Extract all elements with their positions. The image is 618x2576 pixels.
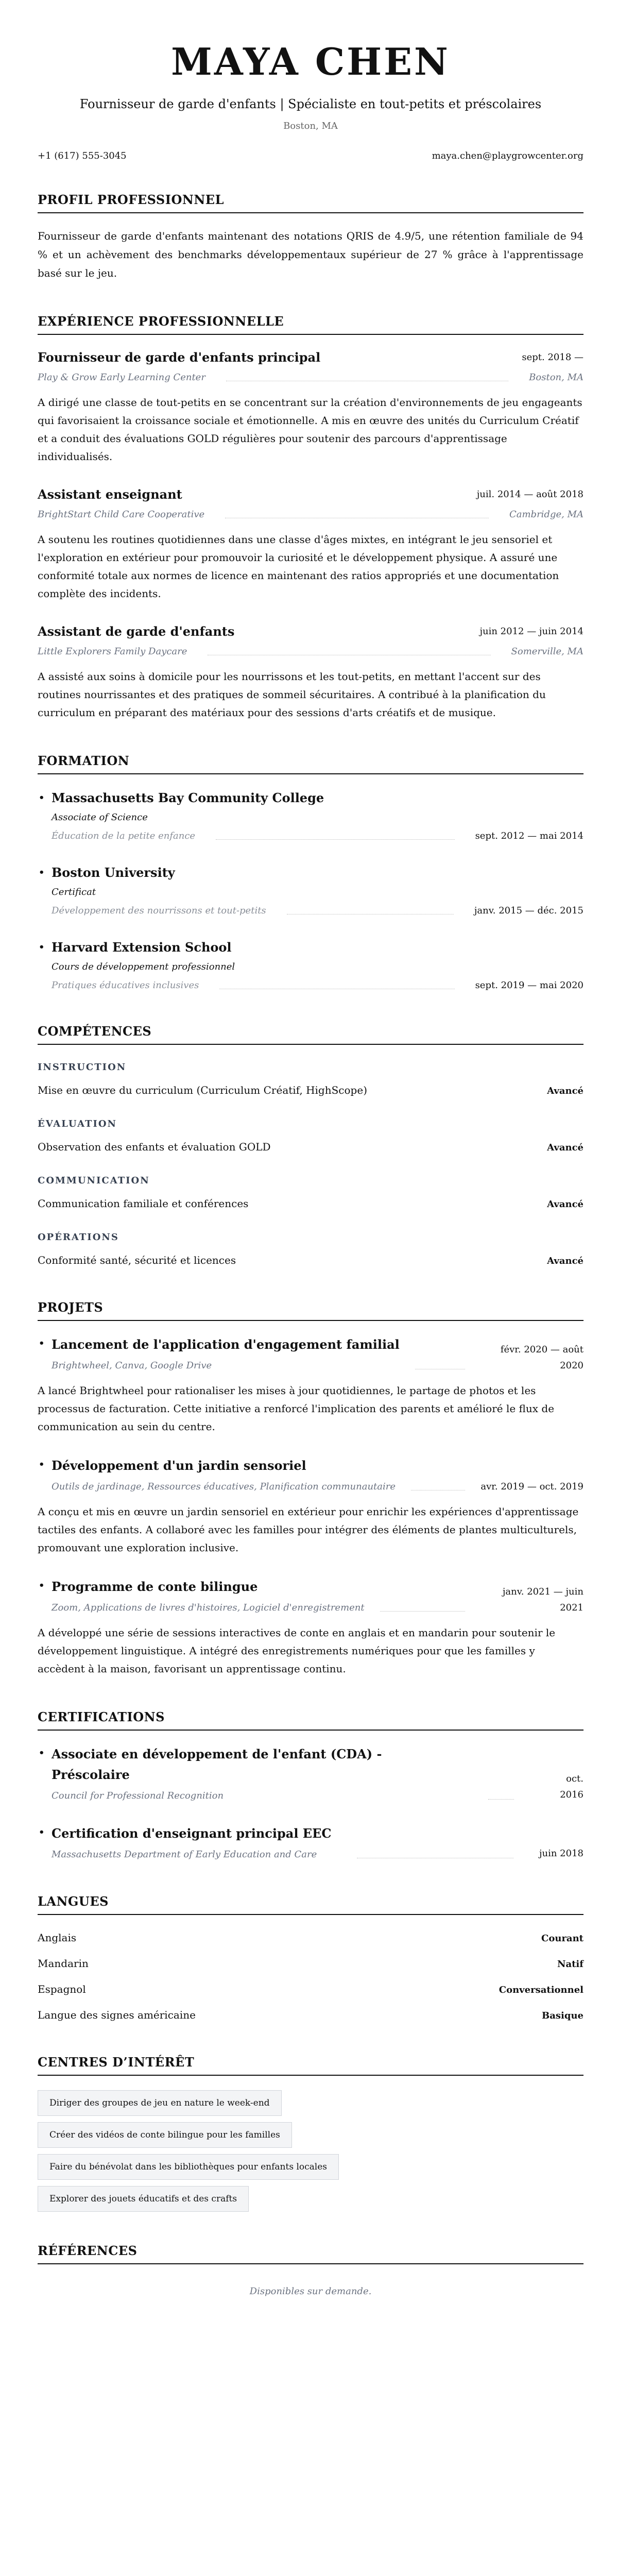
skill-level: Avancé <box>547 1142 583 1153</box>
certification-info <box>52 1744 462 1804</box>
language-list <box>38 1930 583 2022</box>
job-title: Assistant enseignant <box>38 487 182 502</box>
skills-list <box>38 1061 583 1267</box>
skills-section <box>38 1023 583 1267</box>
job-location: Cambridge, MA <box>509 509 583 520</box>
skill-category: COMMUNICATION <box>38 1175 150 1186</box>
degree: Associate of Science <box>52 812 148 823</box>
company-name: Little Explorers Family Daycare <box>38 646 187 657</box>
language-level: Conversationnel <box>499 1985 583 1995</box>
language-item <box>38 1930 583 1945</box>
language-name: Langue des signes américaine <box>38 2009 196 2021</box>
education-entry <box>38 939 583 992</box>
job-description: A dirigé une classe de tout-petits en se concentrant sur la création d'environnements de jeu engageants qui favorisaient la croissance sociale et émotionnelle. A mis en œuvre des unités du Curriculum Créatif et a conduit des évaluations GOLD régulières pour soutenir des parcours d'apprentissage individualisés. <box>38 396 582 463</box>
language-name: Mandarin <box>38 1957 89 1970</box>
section-title: COMPÉTENCES <box>38 1023 583 1045</box>
section-title: PROFIL PROFESSIONNEL <box>38 192 583 213</box>
section-title: LANGUES <box>38 1893 583 1915</box>
certifications-section <box>38 1709 583 1862</box>
education-meta <box>52 979 583 992</box>
certification-issuer: Council for Professional Recognition <box>52 1790 224 1801</box>
skill-name: Mise en œuvre du curriculum (Curriculum Créatif, HighScope) <box>38 1084 367 1096</box>
bullet-icon: • <box>39 1827 45 1838</box>
summary-section <box>38 192 583 282</box>
education-dates: janv. 2015 — déc. 2015 <box>474 905 583 916</box>
education-dates: sept. 2019 — mai 2020 <box>475 980 583 991</box>
project-entry <box>38 1455 583 1557</box>
job-entry <box>38 486 583 603</box>
project-entry <box>38 1334 583 1436</box>
bullet-icon: • <box>39 1748 45 1758</box>
job-dates: juin 2012 — juin 2014 <box>479 626 583 637</box>
project-header <box>38 1577 583 1616</box>
project-dates: avr. 2019 — oct. 2019 <box>480 1481 583 1492</box>
dotted-leader <box>488 1799 514 1800</box>
references-section <box>38 2243 583 2298</box>
section-title: CERTIFICATIONS <box>38 1709 583 1731</box>
headline: Fournisseur de garde d'enfants | Spécialiste en tout-petits et préscolaires <box>79 97 542 111</box>
bullet-icon: • <box>39 792 45 803</box>
project-info <box>52 1455 396 1495</box>
interest-tag: Faire du bénévolat dans les bibliothèques pour enfants locales <box>38 2154 339 2180</box>
field-of-study: Éducation de la petite enfance <box>52 831 196 841</box>
job-entry <box>38 623 583 722</box>
company-name: BrightStart Child Care Cooperative <box>38 509 205 520</box>
project-tools: Zoom, Applications de livres d'histoires, Logiciel d'enregistrement <box>52 1602 365 1613</box>
language-item <box>38 1956 583 1971</box>
interest-list <box>38 2090 583 2212</box>
dotted-leader <box>216 839 455 840</box>
contact-row <box>38 149 583 163</box>
job-dates: sept. 2018 — <box>522 352 583 363</box>
project-dates: févr. 2020 — août 2020 <box>500 1344 583 1371</box>
references-text: Disponibles sur demande. <box>249 2286 372 2297</box>
project-description: A conçu et mis en œuvre un jardin sensoriel en extérieur pour enrichir les expériences d'apprentissage tactiles des enfants. A collaboré avec les familles pour intégrer des éléments de plantes multiculturels, promouvant une exploration inclusive. <box>38 1505 579 1554</box>
interest-tag: Explorer des jouets éducatifs et des crafts <box>38 2186 249 2212</box>
section-title: RÉFÉRENCES <box>38 2243 583 2264</box>
certification-issuer: Massachusetts Department of Early Education and Care <box>52 1849 317 1860</box>
skill-name: Observation des enfants et évaluation GOLD <box>38 1141 271 1153</box>
project-header <box>38 1455 583 1495</box>
school-name: Massachusetts Bay Community College <box>52 790 324 805</box>
bullet-icon: • <box>39 1338 45 1349</box>
education-entry <box>38 865 583 918</box>
job-description: A assisté aux soins à domicile pour les nourrissons et les tout-petits, en mettant l'accent sur des routines nourrissantes et des pratiques de sommeil sécuritaires. A contribué à la planification du curriculum en préparant des matériaux pour des sessions d'arts créatifs et de musique. <box>38 670 546 719</box>
bullet-icon: • <box>39 942 45 953</box>
location: Boston, MA <box>283 121 338 131</box>
project-tools: Outils de jardinage, Ressources éducatives, Planification communautaire <box>52 1481 396 1492</box>
job-meta <box>38 371 583 384</box>
education-section <box>38 753 583 992</box>
certification-date: juin 2018 <box>539 1848 583 1859</box>
field-of-study: Développement des nourrissons et tout-petits <box>52 905 266 916</box>
skill-level: Avancé <box>547 1199 583 1210</box>
certification-info <box>52 1823 331 1862</box>
field-of-study: Pratiques éducatives inclusives <box>52 980 199 991</box>
language-item <box>38 2008 583 2022</box>
education-meta <box>52 829 583 843</box>
project-title: Lancement de l'application d'engagement familial <box>52 1337 400 1352</box>
skill-name: Communication familiale et conférences <box>38 1197 249 1210</box>
skill-item <box>38 1196 583 1211</box>
section-title: EXPÉRIENCE PROFESSIONNELLE <box>38 313 583 335</box>
experience-section <box>38 313 583 722</box>
skill-item <box>38 1083 583 1097</box>
job-meta <box>38 508 583 521</box>
education-list <box>38 790 583 992</box>
school-name: Harvard Extension School <box>52 940 232 955</box>
project-tools: Brightwheel, Canva, Google Drive <box>52 1360 212 1371</box>
certification-list <box>38 1744 583 1862</box>
job-description: A soutenu les routines quotidiennes dans une classe d'âges mixtes, en intégrant le jeu sensoriel et l'exploration en extérieur pour promouvoir la curiosité et le développement physique. A assuré une conformité totale aux normes de licence en maintenant des ratios appropriés et une documentation complète des incidents. <box>38 533 559 600</box>
dotted-leader <box>380 1611 465 1612</box>
project-list <box>38 1334 583 1678</box>
job-location: Boston, MA <box>529 372 583 383</box>
degree: Cours de développement professionnel <box>52 961 235 972</box>
skill-level: Avancé <box>547 1086 583 1096</box>
interests-section <box>38 2054 583 2212</box>
education-dates: sept. 2012 — mai 2014 <box>475 831 583 841</box>
project-description: A développé une série de sessions interactives de conte en anglais et en mandarin pour soutenir le développement linguistique. A intégré des enregistrements numériques pour que les familles y accèdent à la maison, favorisant un apprentissage continu. <box>38 1626 556 1675</box>
certification-name: Associate en développement de l'enfant (CDA) - Préscolaire <box>52 1747 382 1782</box>
section-title: PROJETS <box>38 1299 583 1321</box>
job-header <box>38 623 583 640</box>
certification-date: oct. 2016 <box>560 1773 583 1800</box>
education-meta <box>52 904 583 918</box>
phone[interactable]: +1 (617) 555-3045 <box>38 150 127 161</box>
language-item <box>38 1982 583 1996</box>
skill-level: Avancé <box>547 1256 583 1266</box>
summary-text: Fournisseur de garde d'enfants maintenant des notations QRIS de 4.9/5, une rétention familiale de 94 % et un achèvement des benchmarks développementaux supérieur de 27 % grâce à l'apprentissage basé sur le jeu. <box>38 230 583 279</box>
skill-category: ÉVALUATION <box>38 1118 117 1129</box>
project-title: Programme de conte bilingue <box>52 1579 258 1594</box>
project-title: Développement d'un jardin sensoriel <box>52 1458 306 1473</box>
language-name: Espagnol <box>38 1983 86 1995</box>
language-level: Basique <box>542 2010 583 2021</box>
email[interactable]: maya.chen@playgrowcenter.org <box>432 150 583 161</box>
certification-name: Certification d'enseignant principal EEC <box>52 1826 332 1841</box>
job-dates: juil. 2014 — août 2018 <box>476 489 583 500</box>
certification-entry <box>38 1744 583 1804</box>
languages-section <box>38 1893 583 2022</box>
school-name: Boston University <box>52 865 175 880</box>
job-header <box>38 486 583 503</box>
job-header <box>38 349 583 366</box>
section-title: CENTRES D’INTÉRÊT <box>38 2054 583 2076</box>
certification-header <box>38 1823 583 1862</box>
job-meta <box>38 645 583 658</box>
skill-item <box>38 1140 583 1154</box>
job-location: Somerville, MA <box>511 646 583 657</box>
skill-category: OPÉRATIONS <box>38 1232 119 1243</box>
project-info <box>52 1334 400 1374</box>
project-info <box>52 1577 365 1616</box>
degree: Certificat <box>52 887 96 897</box>
language-level: Natif <box>557 1959 583 1970</box>
certification-entry <box>38 1823 583 1862</box>
bullet-icon: • <box>39 1459 45 1470</box>
language-level: Courant <box>541 1933 583 1944</box>
project-description: A lancé Brightwheel pour rationaliser les mises à jour quotidiennes, le partage de photos et les processus de facturation. Cette initiative a renforcé l'implication des parents et amélioré le flux de communication au sein du centre. <box>38 1384 555 1433</box>
language-name: Anglais <box>38 1931 77 1944</box>
project-entry <box>38 1577 583 1678</box>
job-title: Assistant de garde d'enfants <box>38 624 235 639</box>
job-list <box>38 349 583 722</box>
skill-item <box>38 1253 583 1267</box>
projects-section <box>38 1299 583 1678</box>
project-header <box>38 1334 583 1374</box>
education-entry <box>38 790 583 843</box>
resume-header <box>38 0 583 163</box>
interest-tag: Créer des vidéos de conte bilingue pour les familles <box>38 2122 292 2148</box>
skill-name: Conformité santé, sécurité et licences <box>38 1254 236 1266</box>
candidate-name: MAYA CHEN <box>171 40 450 83</box>
skill-category: INSTRUCTION <box>38 1062 127 1073</box>
certification-header <box>38 1744 583 1804</box>
job-entry <box>38 349 583 466</box>
bullet-icon: • <box>39 1580 45 1591</box>
company-name: Play & Grow Early Learning Center <box>38 372 205 383</box>
job-title: Fournisseur de garde d'enfants principal <box>38 350 321 365</box>
bullet-icon: • <box>39 867 45 878</box>
project-dates: janv. 2021 — juin 2021 <box>502 1586 583 1613</box>
section-title: FORMATION <box>38 753 583 774</box>
interest-tag: Diriger des groupes de jeu en nature le week-end <box>38 2090 282 2116</box>
